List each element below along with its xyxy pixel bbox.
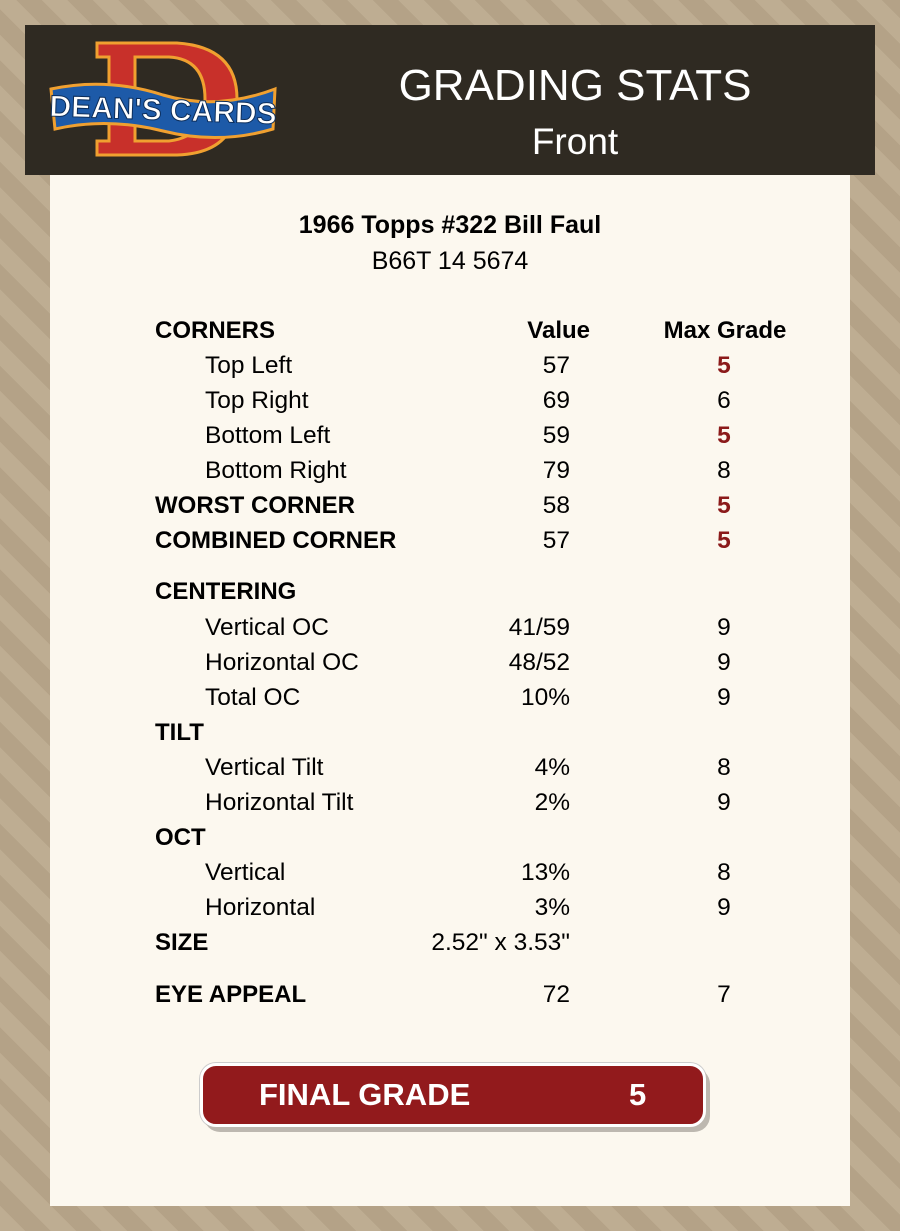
stat-label: Top Left [205, 352, 293, 379]
stat-row [50, 890, 850, 925]
value-header: Value [527, 317, 590, 344]
stat-label: Vertical OC [205, 614, 329, 641]
card-id: B66T 14 5674 [371, 247, 529, 275]
stat-row [50, 680, 850, 715]
stat-value: 58 [542, 492, 570, 519]
final-grade-badge [200, 1063, 706, 1127]
stat-label: OCT [155, 824, 206, 851]
stat-label: Total OC [205, 684, 301, 711]
stat-row [50, 925, 850, 960]
stat-max-grade: 8 [717, 859, 731, 886]
stat-row [50, 610, 850, 645]
stat-label: Bottom Right [205, 457, 347, 484]
final-grade-label: FINAL GRADE [259, 1077, 471, 1112]
stat-row [50, 750, 850, 785]
stat-value: 13% [520, 859, 570, 886]
stat-row [50, 383, 850, 418]
stat-max-grade: 9 [717, 684, 731, 711]
stat-row [50, 820, 850, 855]
stat-row [50, 715, 850, 750]
stat-row [50, 574, 850, 609]
stat-max-grade: 5 [717, 422, 731, 449]
stat-row [50, 453, 850, 488]
stat-max-grade: 9 [717, 894, 731, 921]
stat-max-grade: 9 [717, 789, 731, 816]
max-grade-header: Max Grade [663, 317, 787, 344]
stat-value: 57 [542, 352, 570, 379]
stat-value: 59 [542, 422, 570, 449]
stat-value: 4% [534, 754, 570, 781]
stat-row [50, 855, 850, 890]
stat-label: Top Right [205, 387, 309, 414]
stat-row [50, 523, 850, 558]
stat-row [50, 488, 850, 523]
page-subtitle: Front [531, 121, 619, 162]
stat-label: Horizontal Tilt [205, 789, 354, 816]
stat-max-grade: 5 [717, 492, 731, 519]
stat-label: Vertical Tilt [205, 754, 324, 781]
stat-label: Vertical [205, 859, 286, 886]
stat-value: 10% [520, 684, 570, 711]
stat-value: 72 [542, 981, 570, 1008]
page-title: GRADING STATS [398, 61, 752, 110]
stat-value: 2.52" x 3.53" [431, 929, 570, 956]
stat-label: CENTERING [155, 578, 297, 605]
final-grade-value: 5 [629, 1077, 647, 1112]
header [25, 25, 875, 175]
stat-label: WORST CORNER [155, 492, 355, 519]
grading-panel [50, 175, 850, 1206]
stat-max-grade: 8 [717, 457, 731, 484]
deans-cards-logo [47, 37, 279, 161]
stat-label: Bottom Left [205, 422, 331, 449]
stat-row [50, 348, 850, 383]
stat-value: 2% [534, 789, 570, 816]
stat-value: 69 [542, 387, 570, 414]
stat-row [50, 785, 850, 820]
card-title: 1966 Topps #322 Bill Faul [298, 211, 602, 239]
column-header-row [50, 313, 850, 348]
stat-max-grade: 7 [717, 981, 731, 1008]
stat-value: 3% [534, 894, 570, 921]
stat-max-grade: 8 [717, 754, 731, 781]
stat-label: SIZE [155, 929, 209, 956]
stat-row [50, 977, 850, 1012]
stat-value: 48/52 [508, 649, 570, 676]
stat-row [50, 645, 850, 680]
stat-max-grade: 9 [717, 614, 731, 641]
stat-value: 79 [542, 457, 570, 484]
stat-label: COMBINED CORNER [155, 527, 397, 554]
stat-label: TILT [155, 719, 204, 746]
svg-text:DEAN'S CARDS: DEAN'S CARDS [49, 90, 278, 131]
stat-row [50, 418, 850, 453]
stat-value: 57 [542, 527, 570, 554]
stat-label: EYE APPEAL [155, 981, 307, 1008]
stat-label: Horizontal [205, 894, 316, 921]
stat-max-grade: 5 [717, 352, 731, 379]
stat-max-grade: 5 [717, 527, 731, 554]
stat-max-grade: 9 [717, 649, 731, 676]
stat-value: 41/59 [508, 614, 570, 641]
stat-max-grade: 6 [717, 387, 731, 414]
section-corners: CORNERS [155, 317, 276, 344]
stat-label: Horizontal OC [205, 649, 359, 676]
